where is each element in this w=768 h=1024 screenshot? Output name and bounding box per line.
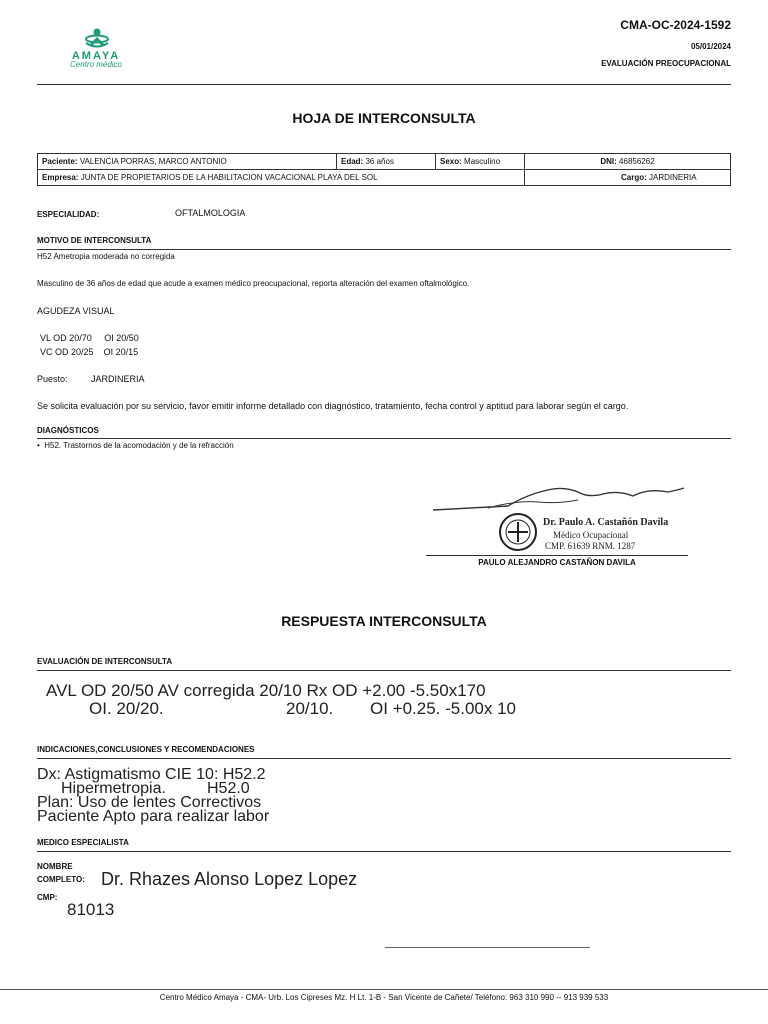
evaluacion-line2-a: OI. 20/20. [89, 699, 164, 718]
document-type: EVALUACIÓN PREOCUPACIONAL [601, 59, 731, 68]
vl-row: VL OD 20/70 OI 20/50 [40, 333, 139, 343]
motivo-divider [37, 249, 731, 250]
indicaciones-line1: Dx: Astigmatismo CIE 10: H52.2 [37, 766, 266, 783]
evaluacion-line2-b: 20/10. [286, 699, 334, 718]
patient-company-cell: Empresa: JUNTA DE PROPIETARIOS DE LA HABILITACION VACACIONAL PLAYA DEL SOL [38, 170, 525, 186]
patient-info-table [37, 153, 731, 186]
evaluacion-line2-c: OI +0.25. -5.00x 10 [370, 699, 517, 718]
patient-position-cell: Cargo: JARDINERIA [525, 170, 731, 186]
puesto-label: Puesto: [37, 374, 68, 384]
diagnosticos-label: DIAGNÓSTICOS [37, 426, 99, 435]
patient-sex-cell: Sexo: Masculino [436, 154, 525, 170]
signature1-name: PAULO ALEJANDRO CASTAÑON DAVILA [478, 558, 636, 567]
medico-cmp: 81013 [67, 900, 115, 919]
diagnosticos-divider [37, 438, 731, 439]
patient-name-cell: Paciente: VALENCIA PORRAS, MARCO ANTONIO [38, 154, 337, 170]
medico-label: MEDICO ESPECIALISTA [37, 838, 129, 847]
indicaciones-label: INDICACIONES,CONCLUSIONES Y RECOMENDACIONES [37, 745, 255, 754]
indicaciones-line2-a: Hipermetropia. [61, 780, 166, 797]
cmp-label: CMP: [37, 893, 58, 902]
patient-dni-cell: DNI: 46856262 [525, 154, 731, 170]
motivo-label: MOTIVO DE INTERCONSULTA [37, 236, 152, 245]
signature2-line [385, 947, 590, 948]
indicaciones-line3: Plan: Uso de lentes Correctivos [37, 794, 262, 811]
stamp-name: Dr. Paulo A. Castañón Davila [543, 517, 669, 528]
nombre-label-2: COMPLETO: [37, 875, 85, 884]
stamp-cmp: CMP. 61639 RNM. 1287 [545, 541, 636, 551]
footer-divider [0, 989, 768, 990]
especialidad-label: ESPECIALIDAD: [37, 210, 100, 219]
respuesta-title: RESPUESTA INTERCONSULTA [281, 613, 487, 629]
indicaciones-divider [37, 758, 731, 759]
header-divider [37, 84, 731, 85]
stamp-title: Médico Ocupacional [553, 530, 629, 540]
footer-text: Centro Médico Amaya - CMA- Urb. Los Cipreses Mz. H Lt. 1-B - San Vicente de Cañete/ Teléfono: 963 310 990 -- 913 939 533 [159, 993, 609, 1002]
evaluacion-label: EVALUACIÓN DE INTERCONSULTA [37, 657, 173, 666]
vc-row: VC OD 20/25 OI 20/15 [40, 347, 139, 357]
motivo-line1: H52 Ametropia moderada no corregida [37, 252, 175, 261]
evaluacion-divider [37, 670, 731, 671]
nombre-label-1: NOMBRE [37, 862, 73, 871]
evaluacion-line1: AVL OD 20/50 AV corregida 20/10 Rx OD +2.00 -5.50x170 [46, 681, 486, 700]
page-title: HOJA DE INTERCONSULTA [292, 110, 476, 126]
logo-name: AMAYA [71, 50, 121, 62]
patient-age-cell: Edad: 36 años [337, 154, 436, 170]
puesto-value: JARDINERIA [91, 374, 145, 384]
signature1-line [426, 555, 688, 556]
document-code: CMA-OC-2024-1592 [620, 18, 731, 32]
diagnostico-item: • H52. Trastornos de la acomodación y de la refracción [37, 441, 234, 450]
solicitud-text: Se solicita evaluación por su servicio, favor emitir informe detallado con diagnóstico, tratamiento, fecha control y aptitud para laborar según el cargo. [37, 401, 629, 411]
motivo-line2: Masculino de 36 años de edad que acude a examen médico preocupacional, reporta alteración del examen oftalmológico. [37, 279, 470, 288]
indicaciones-line4: Paciente Apto para realizar labor [37, 808, 270, 825]
agudeza-title: AGUDEZA VISUAL [37, 306, 115, 316]
especialidad-value: OFTALMOLOGIA [175, 208, 246, 218]
indicaciones-line2-b: H52.0 [207, 780, 250, 797]
medico-divider [37, 851, 731, 852]
logo-subtitle: Centro médico [69, 60, 123, 69]
medico-nombre: Dr. Rhazes Alonso Lopez Lopez [101, 869, 358, 889]
document-date: 05/01/2024 [690, 42, 731, 51]
